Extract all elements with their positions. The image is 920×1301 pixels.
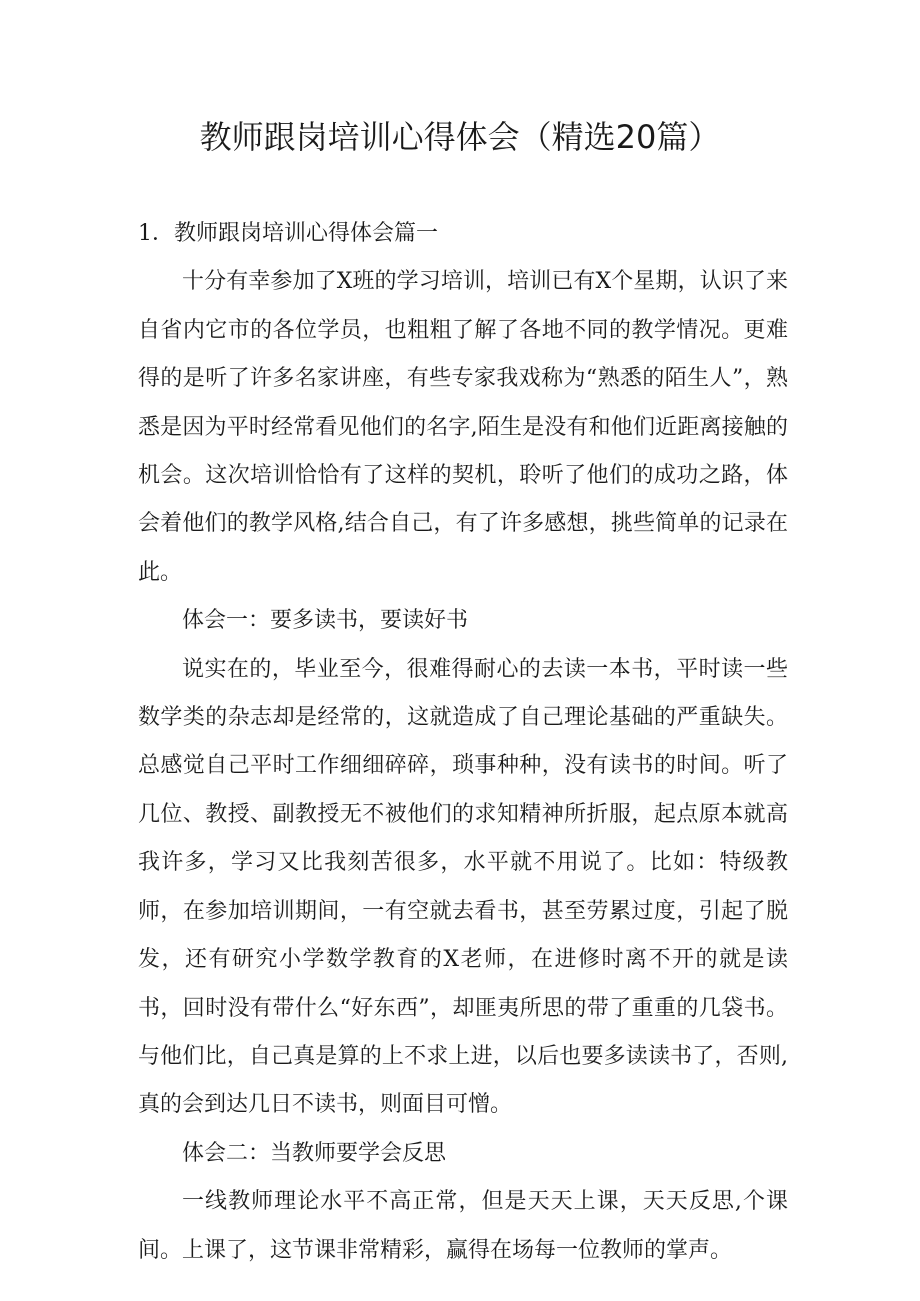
subheading-reading: 体会一：要多读书，要读好书 (182, 608, 469, 634)
document-title: 教师跟岗培训心得体会（精选20篇） (199, 118, 721, 156)
paragraph-reflection: 一线教师理论水平不高正常，但是天天上课，天天反思,个课间。上课了，这节课非常精彩，赢得在场每一位教师的掌声。 (138, 1189, 788, 1263)
paragraph-reading: 说实在的，毕业至今，很难得耐心的去读一本书，平时读一些数学类的杂志却是经常的，这就造成了自己理论基础的严重缺失。总感觉自己平时工作细细碎碎，琐事种种，没有读书的时间。听了几位、教授、副教授无不被他们的求知精神所折服，起点原本就高我许多，学习又比我刻苦很多，水平就不用说了。比如：特级教师，在参加培训期间，一有空就去看书，甚至劳累过度，引起了脱发，还有研究小学数学教育的X老师，在进修时离不开的就是读书，回时没有带什么“好东西”，却匪夷所思的带了重重的几袋书。与他们比，自己真是算的上不求上进，以后也要多读读书了，否则,真的会到达几日不读书，则面目可憎。 (138, 656, 788, 1118)
section-heading: 1．教师跟岗培训心得体会篇一 (138, 221, 438, 246)
document-body (138, 210, 788, 1275)
paragraph-intro: 十分有幸参加了X班的学习培训，培训已有X个星期，认识了来自省内它市的各位学员，也粗粗了解了各地不同的教学情况。更难得的是听了许多名家讲座，有些专家我戏称为“熟悉的陌生人”，熟悉是因为平时经常看见他们的名字,陌生是没有和他们近距离接触的机会。这次培训恰恰有了这样的契机，聆听了他们的成功之路，体会着他们的教学风格,结合自己，有了许多感想，挑些简单的记录在此。 (138, 269, 788, 585)
subheading-reflection: 体会二：当教师要学会反思 (182, 1140, 447, 1166)
